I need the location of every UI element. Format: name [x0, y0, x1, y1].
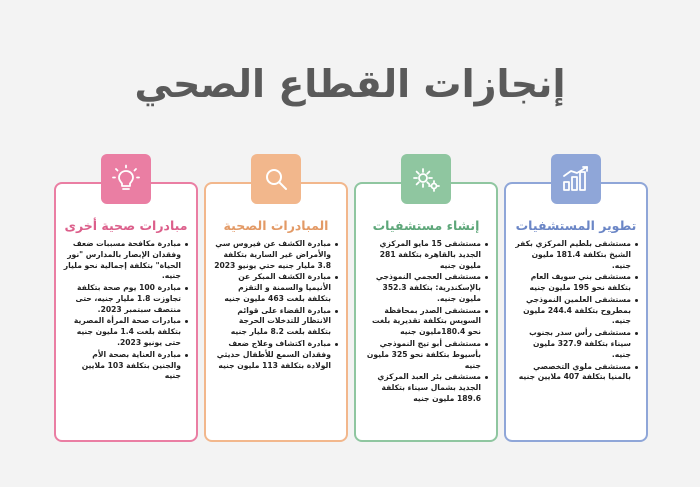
card-hospital-development	[504, 182, 648, 442]
card-list	[363, 239, 489, 405]
list-item: مبادرة القضاء على قوائم الانتظار للتدخلات الحرجة بتكلفة بلغت 8.2 مليار جنيه	[213, 306, 339, 338]
list-item: مستشفى رأس سدر بجنوب سيناء بتكلفة 327.9 مليون جنيه.	[513, 328, 639, 360]
list-item: مستشفى ملوي التخصصي بالمنيا بتكلفة 407 ملايين جنيه	[513, 362, 639, 384]
gears-icon	[401, 154, 451, 204]
cards-container	[54, 152, 648, 444]
list-item: مبادرة 100 يوم صحة بتكلفة تجاوزت 1.8 مليار جنيه، حتى منتصف سبتمبر 2023.	[63, 283, 189, 315]
card-other-initiatives	[54, 182, 198, 442]
card-hospital-construction	[354, 182, 498, 442]
card-health-initiatives	[204, 182, 348, 442]
card-list	[213, 239, 339, 371]
list-item: مستشفى العلمين النموذجي بمطروح بتكلفة 244.4 مليون جنيه.	[513, 295, 639, 327]
list-item: مبادرة العناية بصحة الأم والجنين بتكلفة 103 ملايين جنيه	[63, 350, 189, 382]
list-item: مبادرة اكتشاف وعلاج ضعف وفقدان السمع للأطفال حديثي الولادة بتكلفة 113 مليون جنيه	[213, 339, 339, 371]
card-heading: المبادرات الصحية	[223, 218, 329, 233]
list-item: مستشفى العجمي النموذجي بالإسكندرية: بتكلفة 352.3 مليون جنيه.	[363, 272, 489, 304]
list-item: مستشفى الصدر بمحافظة السويس بتكلفة تقديرية بلغت نحو 180.4مليون جنيه	[363, 306, 489, 338]
list-item: مستشفى بئر العبد المركزي الجديد بشمال سيناء بتكلفة 189.6 مليون جنيه	[363, 372, 489, 404]
bar-chart-icon	[551, 154, 601, 204]
card-heading: تطوير المستشفيات	[515, 218, 637, 233]
list-item: مبادرة الكشف المبكر عن الأنيميا والسمنة و التقزم بتكلفة بلغت 463 مليون جنيه	[213, 272, 339, 304]
list-item: مستشفى بني سويف العام بتكلفة نحو 195 مليون جنيه	[513, 272, 639, 294]
card-list	[63, 239, 189, 382]
list-item: مستشفى 15 مايو المركزي الجديد بالقاهرة بتكلفة 281 مليون جنيه	[363, 239, 489, 271]
list-item: مبادرة مكافحة مسببات ضعف وفقدان الإبصار بالمدارس "نور الحياة" بتكلفة إجمالية نحو مليار جنيه.	[63, 239, 189, 282]
list-item: مبادرة الكشف عن فيروس سي والأمراض غير السارية بتكلفة 3.8 مليار جنيه حتي يونيو 2023	[213, 239, 339, 271]
card-heading: إنشاء مستشفيات	[372, 218, 480, 233]
page-title: إنجازات القطاع الصحي	[134, 62, 566, 106]
list-item: مبادرات صحة المرأة المصرية بتكلفة بلغت 1.4 مليون جنيه حتى يونيو 2023.	[63, 316, 189, 348]
list-item: مستشفى بلطيم المركزي بكفر الشيخ بتكلفة 181.4 مليون جنيه.	[513, 239, 639, 271]
lightbulb-icon	[101, 154, 151, 204]
list-item: مستشفى أبو تيج النموذجي بأسيوط بتكلفة نحو 325 مليون جنيه	[363, 339, 489, 371]
card-heading: مبادرات صحية أخرى	[64, 218, 188, 233]
magnifier-icon	[251, 154, 301, 204]
card-list	[513, 239, 639, 383]
